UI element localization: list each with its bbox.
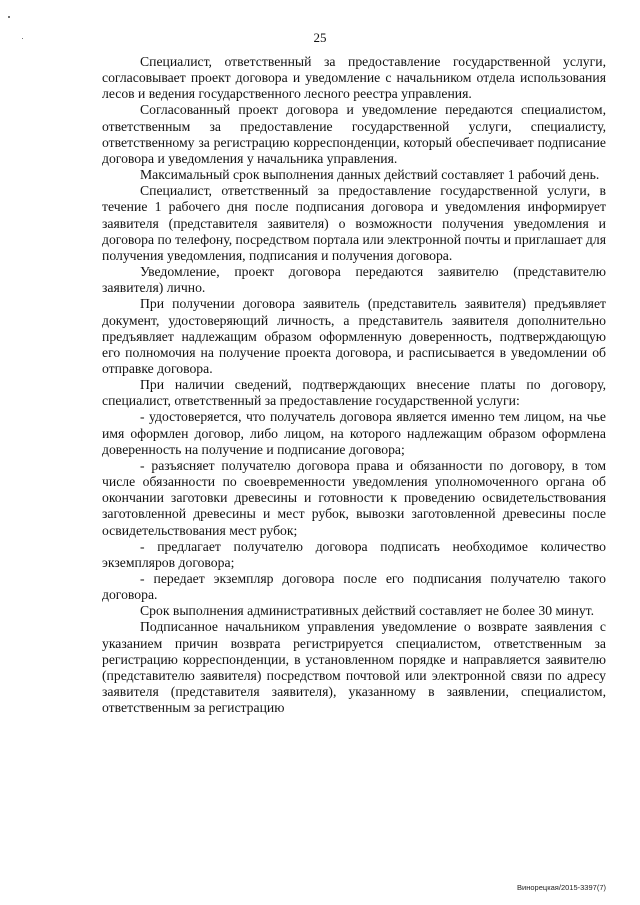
paragraph: Максимальный срок выполнения данных действий составляет 1 рабочий день. bbox=[140, 167, 600, 183]
page-number: 25 bbox=[313, 30, 327, 45]
paragraph: При получении договора заявитель (представитель заявителя) предъявляет документ, удостоверяющий личность, а представитель заявителя дополнительно предъявляет надлежащим образом оформленную доверенность, подтверждающую его полномочия на получение проекта договора, и расписывается в уведомлении об отправке договора. bbox=[102, 296, 606, 376]
paragraph: Специалист, ответственный за предоставление государственной услуги, согласовывает проект договора и уведомление с начальником отдела использования лесов и ведения государственного лесного реестра управления. bbox=[102, 54, 606, 102]
list-item: - разъясняет получателю договора права и обязанности по договору, в том числе обязанности по своевременности уведомления уполномоченного органа об окончании заготовки древесины и готовности к проведению освидетельствования заготовленной древесины и мест рубок, вывозки заготовленной древесины после освидетельствования мест рубок; bbox=[102, 457, 606, 538]
paragraph: Уведомление, проект договора передаются заявителю (представителю заявителя) лично. bbox=[102, 264, 606, 296]
document-footer-code: Винорецкая/2015-3397(7) bbox=[517, 883, 606, 892]
paragraph: Специалист, ответственный за предоставление государственной услуги, в течение 1 рабочего дня после подписания договора и уведомления информирует заявителя (представителя заявителя) о возможности получения уведомления и договора по телефону, посредством портала или электронной почты и приглашает для получения уведомления, подписания и получения договора. bbox=[102, 183, 606, 263]
paragraph: Срок выполнения административных действий составляет не более 30 минут. bbox=[140, 603, 595, 619]
list-item: - предлагает получателю договора подписать необходимое количество экземпляров договора; bbox=[102, 538, 606, 570]
paragraph: Согласованный проект договора и уведомление передаются специалистом, ответственным за предоставление государственной услуги, специалисту, ответственному за регистрацию корреспонденции, который обеспечивает подписание договора и уведомления у начальника управления. bbox=[102, 102, 606, 166]
list-item: - передает экземпляр договора после его подписания получателю такого договора. bbox=[102, 571, 606, 603]
scan-speck bbox=[8, 16, 10, 18]
list-item: - удостоверяется, что получатель договора является именно тем лицом, на чье имя оформлен договор, либо лицом, на которого надлежащим образом оформлена доверенность на получение и подписание договора; bbox=[102, 409, 606, 457]
document-body bbox=[102, 54, 606, 716]
paragraph: При наличии сведений, подтверждающих внесение платы по договору, специалист, ответственный за предоставление государственной услуги: bbox=[102, 377, 606, 409]
paragraph: Подписанное начальником управления уведомление о возврате заявления с указанием причин возврата регистрируется специалистом, ответственным за регистрацию корреспонденции, в установленном порядке и направляется заявителю (представителю заявителя) посредством почтовой или электронной связи по адресу заявителя (представителя заявителя), указанному в заявлении, специалистом, ответственным за регистрацию bbox=[102, 619, 606, 716]
